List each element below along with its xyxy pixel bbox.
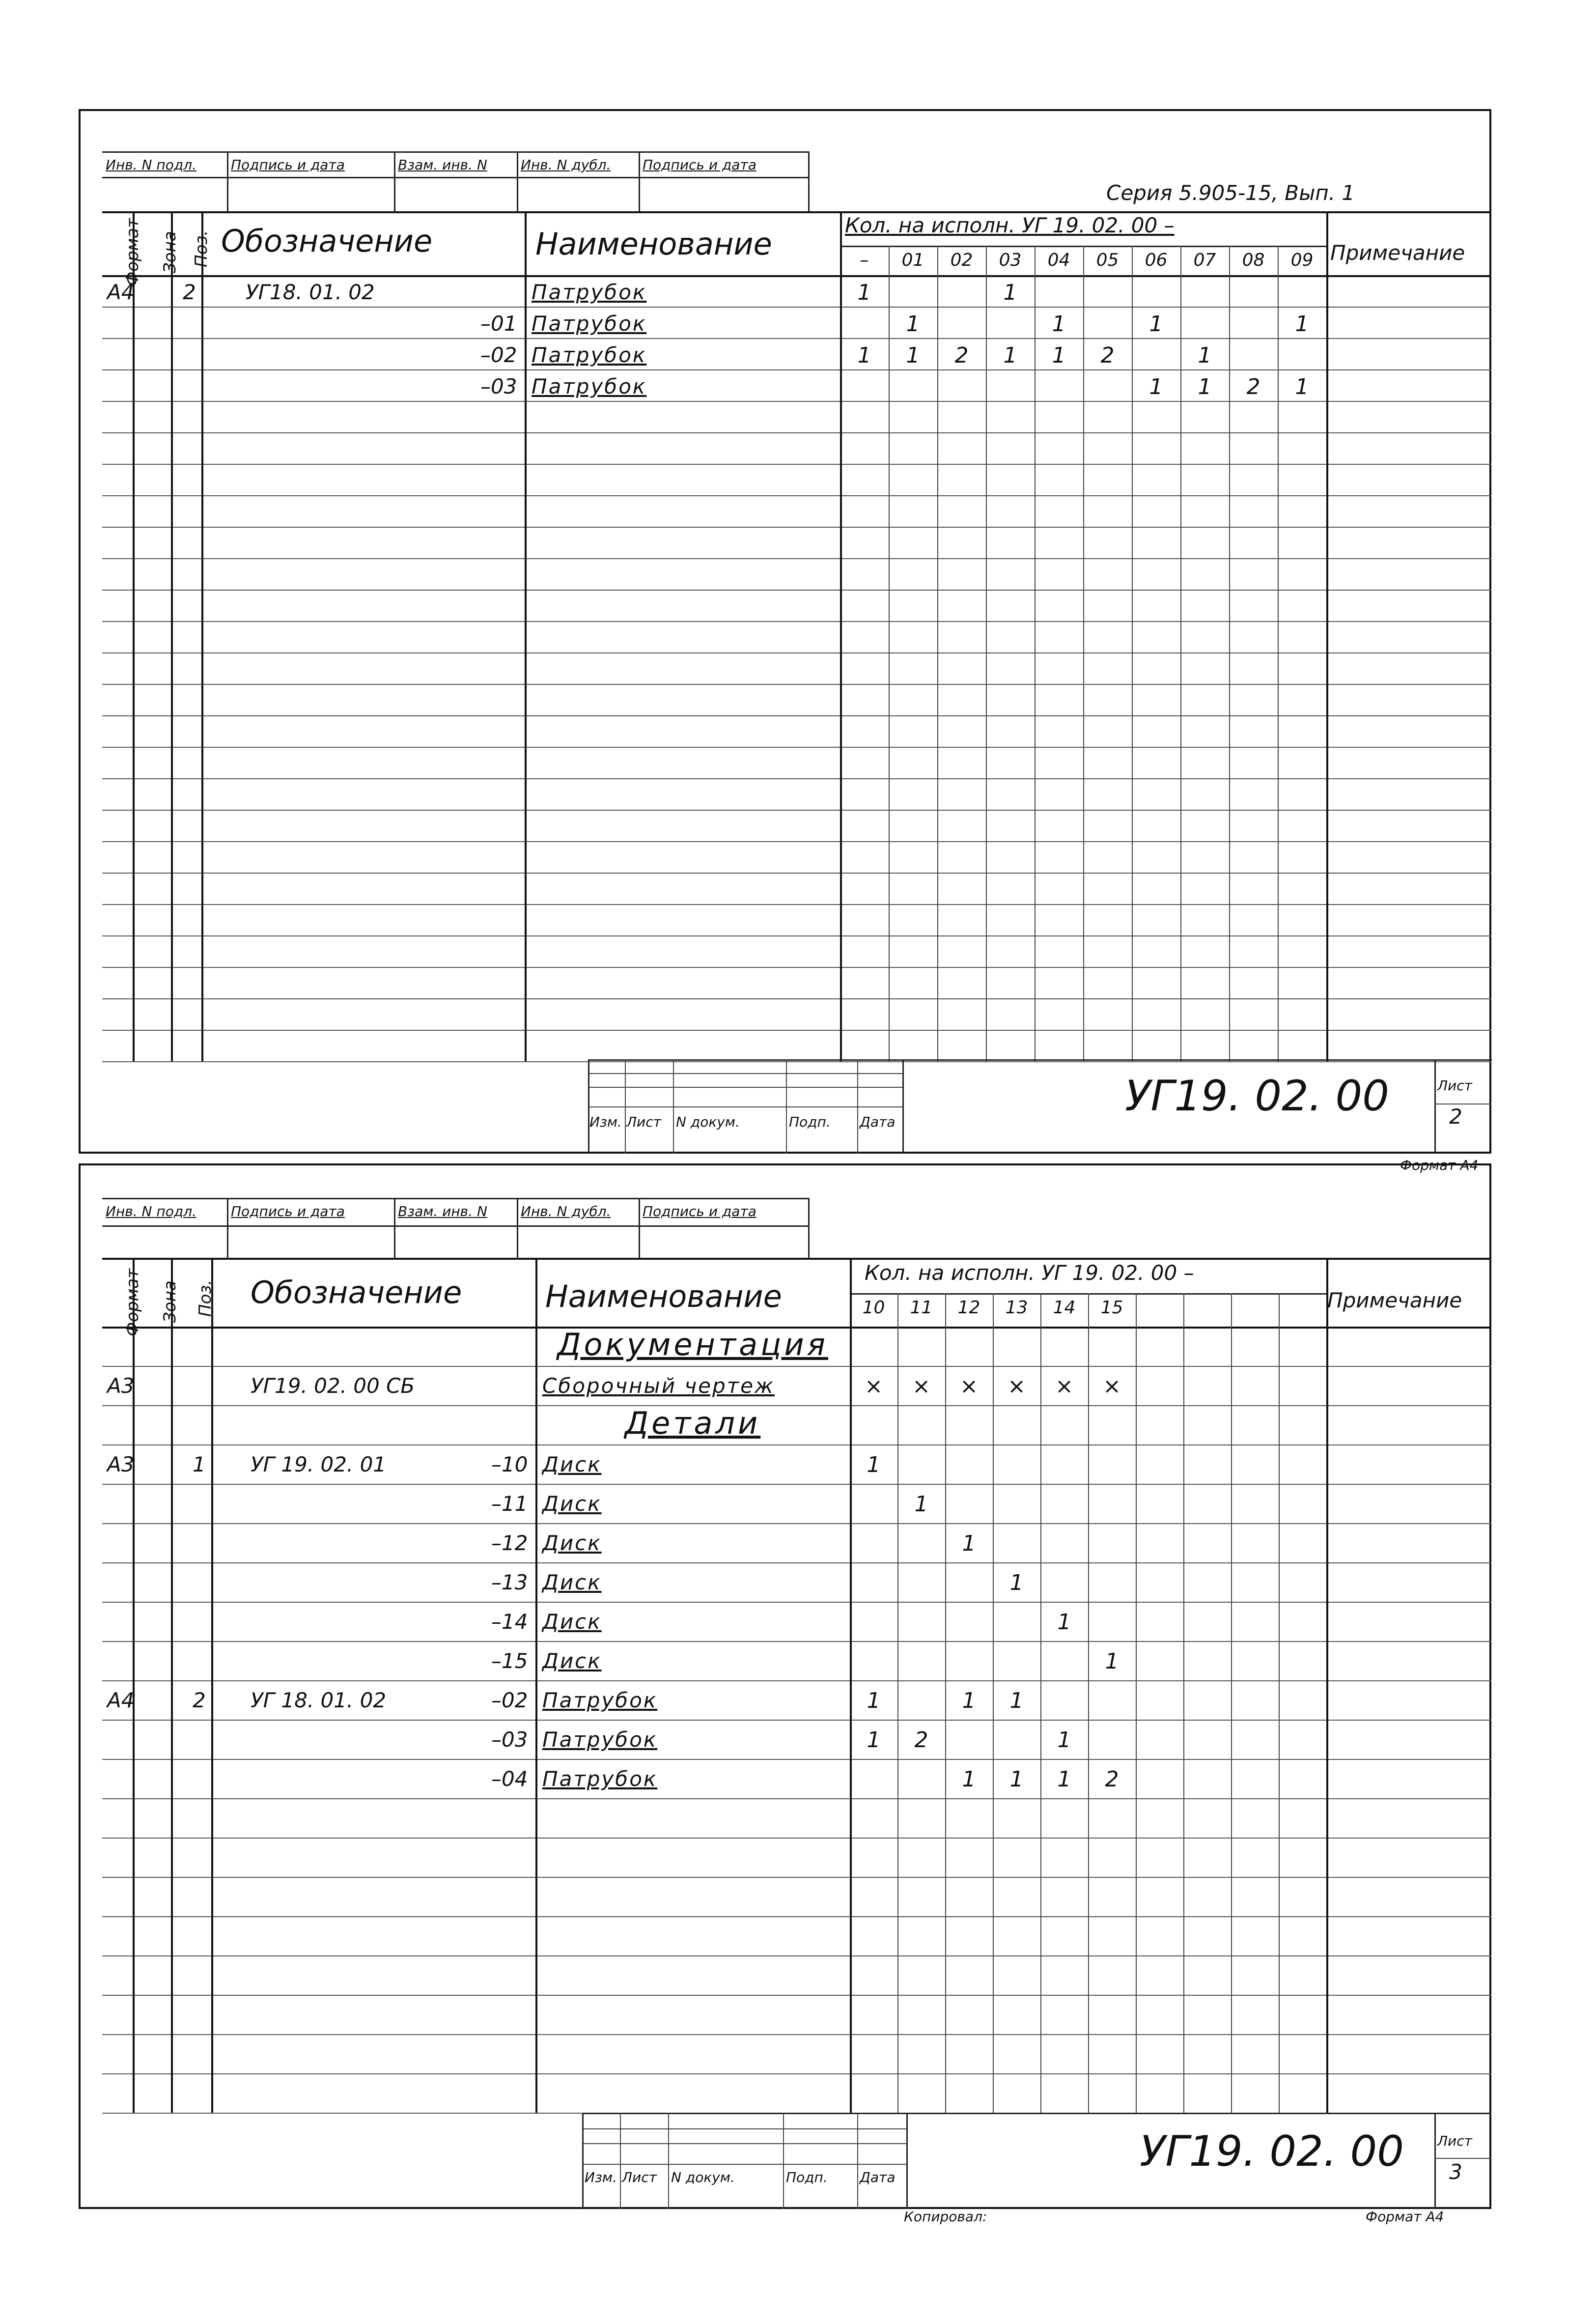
row-designation: УГ19. 02. 00 СБ bbox=[251, 1374, 415, 1398]
variant-header: 07 bbox=[1193, 250, 1216, 270]
tb-label: Дата bbox=[860, 1114, 896, 1130]
tb-label: Подп. bbox=[786, 2169, 828, 2185]
qty-column-line bbox=[1279, 1293, 1280, 2113]
sheet-label: Лист bbox=[1437, 2133, 1472, 2149]
qty-cell: 2 bbox=[954, 343, 969, 368]
stamp-label: Инв. N подл. bbox=[106, 157, 196, 173]
row-line bbox=[102, 1995, 1491, 1996]
row-line bbox=[102, 684, 1491, 685]
variant-header: 08 bbox=[1242, 250, 1265, 270]
qty-cell: 1 bbox=[1149, 374, 1163, 399]
row-name: Патрубок bbox=[542, 1767, 658, 1791]
row-suffix: –02 bbox=[480, 343, 517, 367]
qty-cell: 2 bbox=[914, 1727, 928, 1753]
qty-cell: 1 bbox=[914, 1492, 928, 1517]
row-suffix: –04 bbox=[491, 1767, 528, 1791]
tb-label: Дата bbox=[860, 2169, 896, 2185]
qty-cell: 1 bbox=[867, 1452, 881, 1477]
qty-column-line bbox=[1132, 246, 1133, 1061]
pos-header: Поз. bbox=[196, 1279, 215, 1317]
qty-column-line bbox=[1183, 1293, 1184, 2113]
column-line bbox=[535, 1258, 537, 2113]
qty-column-line bbox=[889, 246, 890, 1061]
tb-label: Изм. bbox=[585, 2169, 617, 2185]
qty-cell: 1 bbox=[962, 1531, 976, 1556]
tb-label: Изм. bbox=[589, 1114, 622, 1130]
qty-column-line bbox=[1231, 1293, 1232, 2113]
note-header: Примечание bbox=[1327, 1288, 1462, 1312]
format-header: Формат bbox=[123, 218, 142, 286]
row-name: Патрубок bbox=[532, 311, 647, 336]
row-line bbox=[102, 1523, 1491, 1524]
row-line bbox=[102, 1602, 1491, 1603]
qty-cell: × bbox=[960, 1374, 978, 1399]
row-line bbox=[102, 652, 1491, 653]
row-line bbox=[102, 935, 1491, 936]
tb-label: N докум. bbox=[671, 2169, 735, 2185]
copied-note: Копировал: bbox=[904, 2209, 987, 2225]
qty-cell: 1 bbox=[1295, 374, 1309, 399]
qty-cell: 1 bbox=[962, 1688, 976, 1713]
row-format: А3 bbox=[107, 1374, 135, 1398]
row-suffix: –14 bbox=[491, 1610, 528, 1634]
row-pos: 2 bbox=[183, 280, 196, 304]
row-line bbox=[102, 1366, 1491, 1367]
qty-column-line bbox=[1083, 246, 1084, 1061]
qty-cell: 1 bbox=[1295, 311, 1309, 337]
row-line bbox=[102, 1838, 1491, 1839]
variant-header: 13 bbox=[1005, 1298, 1028, 1318]
variant-header: 12 bbox=[957, 1298, 980, 1318]
section-heading: Документация bbox=[557, 1327, 828, 1362]
row-line bbox=[102, 590, 1491, 591]
row-line bbox=[102, 495, 1491, 496]
row-line bbox=[102, 1641, 1491, 1642]
row-line bbox=[102, 1562, 1491, 1563]
variant-header: 09 bbox=[1290, 250, 1314, 270]
header-top-line bbox=[102, 211, 1491, 213]
qty-cell: 1 bbox=[857, 280, 871, 305]
row-line bbox=[102, 621, 1491, 622]
row-line bbox=[102, 841, 1491, 842]
row-suffix: –01 bbox=[480, 311, 517, 336]
qty-cell: × bbox=[1103, 1374, 1121, 1399]
qty-cell: 1 bbox=[1009, 1570, 1024, 1595]
variant-header: 10 bbox=[862, 1298, 885, 1318]
pos-header: Поз. bbox=[192, 230, 211, 267]
row-line bbox=[102, 401, 1491, 402]
row-line bbox=[102, 432, 1491, 433]
qty-cell: 1 bbox=[1003, 280, 1017, 305]
qty-cell: 1 bbox=[1003, 343, 1017, 368]
format-note: Формат А4 bbox=[1366, 2209, 1444, 2225]
stamp-label: Инв. N подл. bbox=[106, 1203, 196, 1219]
row-line bbox=[102, 1405, 1491, 1406]
row-line bbox=[102, 338, 1491, 339]
designation-header: Обозначение bbox=[251, 1274, 462, 1310]
stamp-label: Подпись и дата bbox=[643, 1203, 756, 1219]
stamp-label: Взам. инв. N bbox=[398, 157, 487, 173]
row-name: Патрубок bbox=[542, 1727, 658, 1752]
row-line bbox=[102, 369, 1491, 370]
row-line bbox=[102, 1955, 1491, 1956]
row-line bbox=[102, 778, 1491, 779]
row-designation: УГ18. 01. 02 bbox=[246, 280, 375, 304]
qty-column-line bbox=[986, 246, 987, 1061]
row-name: Патрубок bbox=[542, 1688, 658, 1712]
qty-column-line bbox=[1180, 246, 1181, 1061]
qty-cell: 1 bbox=[867, 1727, 881, 1753]
row-line bbox=[102, 747, 1491, 748]
name-header: Наименование bbox=[545, 1278, 782, 1314]
row-format: А4 bbox=[107, 1688, 135, 1712]
qty-cell: 1 bbox=[1057, 1767, 1071, 1792]
column-line bbox=[171, 211, 173, 1061]
doc-code: УГ19. 02. 00 bbox=[1140, 2127, 1404, 2176]
qty-cell: 1 bbox=[867, 1688, 881, 1713]
qty-cell: 1 bbox=[1198, 374, 1212, 399]
row-name: Диск bbox=[542, 1452, 602, 1476]
stamp-label: Взам. инв. N bbox=[398, 1203, 487, 1219]
qty-column-line bbox=[1035, 246, 1036, 1061]
qty-cell: 1 bbox=[906, 311, 920, 337]
zone-header: Зона bbox=[160, 1280, 180, 1323]
row-suffix: –11 bbox=[491, 1492, 528, 1516]
row-line bbox=[102, 810, 1491, 811]
qty-cell: 1 bbox=[1198, 343, 1212, 368]
stamp-label: Инв. N дубл. bbox=[521, 157, 611, 173]
qty-cell: × bbox=[1008, 1374, 1026, 1399]
zone-header: Зона bbox=[160, 231, 180, 273]
variant-header: 14 bbox=[1053, 1298, 1076, 1318]
stamp-label: Подпись и дата bbox=[643, 157, 756, 173]
row-suffix: –10 bbox=[491, 1452, 528, 1476]
column-line bbox=[525, 211, 527, 1061]
tb-label: N докум. bbox=[676, 1114, 740, 1130]
row-line bbox=[102, 1030, 1491, 1031]
qty-cell: 1 bbox=[1009, 1688, 1024, 1713]
qty-column-line bbox=[1136, 1293, 1137, 2113]
format-note: Формат А4 bbox=[1400, 1157, 1479, 1173]
row-line bbox=[102, 2034, 1491, 2035]
row-line bbox=[102, 2073, 1491, 2074]
row-suffix: –03 bbox=[480, 374, 517, 398]
row-line bbox=[102, 1720, 1491, 1721]
row-line bbox=[102, 1798, 1491, 1799]
sheet-label: Лист bbox=[1437, 1077, 1472, 1094]
row-designation: УГ 18. 01. 02 bbox=[251, 1688, 387, 1712]
tb-label: Лист bbox=[626, 1114, 661, 1130]
column-line bbox=[1326, 1258, 1328, 2113]
stamp-label: Инв. N дубл. bbox=[521, 1203, 611, 1219]
column-line bbox=[211, 1258, 213, 2113]
row-name: Диск bbox=[542, 1492, 602, 1516]
qty-cell: 2 bbox=[1100, 343, 1115, 368]
row-line bbox=[102, 1444, 1491, 1445]
header-bottom-line bbox=[102, 275, 1491, 277]
row-name: Патрубок bbox=[532, 374, 647, 398]
qty-header: Кол. на исполн. УГ 19. 02. 00 – bbox=[845, 213, 1175, 237]
row-format: А4 bbox=[107, 280, 135, 304]
format-header: Формат bbox=[123, 1269, 142, 1336]
column-line bbox=[840, 211, 842, 1061]
qty-header: Кол. на исполн. УГ 19. 02. 00 – bbox=[865, 1261, 1194, 1285]
row-suffix: –03 bbox=[491, 1727, 528, 1752]
qty-column-line bbox=[897, 1293, 898, 2113]
name-header: Наименование bbox=[535, 226, 772, 262]
column-line bbox=[171, 1258, 173, 2113]
row-line bbox=[102, 998, 1491, 999]
qty-cell: 1 bbox=[1149, 311, 1163, 337]
sheet-number: 2 bbox=[1449, 1104, 1462, 1129]
doc-code: УГ19. 02. 00 bbox=[1125, 1072, 1389, 1121]
row-name: Диск bbox=[542, 1610, 602, 1634]
row-line bbox=[102, 873, 1491, 874]
variant-header: 06 bbox=[1145, 250, 1168, 270]
qty-cell: × bbox=[1055, 1374, 1073, 1399]
row-line bbox=[102, 1061, 1491, 1062]
row-name: Диск bbox=[542, 1649, 602, 1673]
qty-column-line bbox=[1088, 1293, 1089, 2113]
row-line bbox=[102, 1484, 1491, 1485]
row-name: Патрубок bbox=[532, 280, 647, 304]
variant-header: 15 bbox=[1100, 1298, 1123, 1318]
column-line bbox=[201, 211, 203, 1061]
row-line bbox=[102, 967, 1491, 968]
row-line bbox=[102, 1877, 1491, 1878]
column-line bbox=[133, 211, 135, 1061]
row-format: А3 bbox=[107, 1452, 135, 1476]
row-name: Диск bbox=[542, 1570, 602, 1594]
row-suffix: –02 bbox=[491, 1688, 528, 1712]
row-line bbox=[102, 715, 1491, 716]
row-name: Сборочный чертеж bbox=[542, 1374, 775, 1398]
note-header: Примечание bbox=[1330, 241, 1465, 265]
variant-header: 04 bbox=[1047, 250, 1070, 270]
variant-header: 05 bbox=[1096, 250, 1119, 270]
header-top-line bbox=[102, 1258, 1491, 1260]
row-line bbox=[102, 1916, 1491, 1917]
row-line bbox=[102, 464, 1491, 465]
row-name: Патрубок bbox=[532, 343, 647, 367]
qty-cell: 1 bbox=[1057, 1727, 1071, 1753]
series-label: Серия 5.905-15, Вып. 1 bbox=[1106, 181, 1355, 205]
tb-label: Лист bbox=[622, 2169, 657, 2185]
qty-cell: 1 bbox=[1009, 1767, 1024, 1792]
row-suffix: –15 bbox=[491, 1649, 528, 1673]
variant-header: 02 bbox=[950, 250, 973, 270]
row-suffix: –12 bbox=[491, 1531, 528, 1555]
row-designation: УГ 19. 02. 01 bbox=[251, 1452, 387, 1476]
qty-cell: 1 bbox=[1052, 343, 1066, 368]
qty-column-line bbox=[937, 246, 938, 1061]
variant-header: 01 bbox=[901, 250, 924, 270]
stamp-label: Подпись и дата bbox=[231, 1203, 345, 1219]
qty-column-line bbox=[1278, 246, 1279, 1061]
tb-label: Подп. bbox=[789, 1114, 831, 1130]
qty-column-line bbox=[1229, 246, 1230, 1061]
qty-cell: 1 bbox=[1105, 1649, 1119, 1674]
variant-header: 03 bbox=[999, 250, 1022, 270]
qty-column-line bbox=[1040, 1293, 1041, 2113]
section-heading: Детали bbox=[624, 1405, 761, 1441]
variant-header: – bbox=[860, 250, 869, 270]
row-line bbox=[102, 1680, 1491, 1681]
qty-cell: 2 bbox=[1246, 374, 1260, 399]
row-pos: 1 bbox=[193, 1452, 206, 1476]
qty-cell: 1 bbox=[962, 1767, 976, 1792]
qty-cell: × bbox=[865, 1374, 883, 1399]
qty-cell: 1 bbox=[857, 343, 871, 368]
qty-cell: 2 bbox=[1105, 1767, 1119, 1792]
variant-header: 11 bbox=[910, 1298, 933, 1318]
qty-cell: 1 bbox=[1052, 311, 1066, 337]
qty-cell: 1 bbox=[906, 343, 920, 368]
row-line bbox=[102, 558, 1491, 559]
designation-header: Обозначение bbox=[221, 223, 433, 259]
row-line bbox=[102, 307, 1491, 308]
row-line bbox=[102, 527, 1491, 528]
row-line bbox=[102, 1759, 1491, 1760]
qty-cell: 1 bbox=[1057, 1610, 1071, 1635]
row-name: Диск bbox=[542, 1531, 602, 1555]
sheet-number: 3 bbox=[1449, 2160, 1462, 2184]
qty-cell: × bbox=[912, 1374, 930, 1399]
column-line bbox=[1326, 211, 1328, 1061]
stamp-label: Подпись и дата bbox=[231, 157, 345, 173]
row-pos: 2 bbox=[193, 1688, 206, 1712]
row-line bbox=[102, 904, 1491, 905]
row-suffix: –13 bbox=[491, 1570, 528, 1594]
